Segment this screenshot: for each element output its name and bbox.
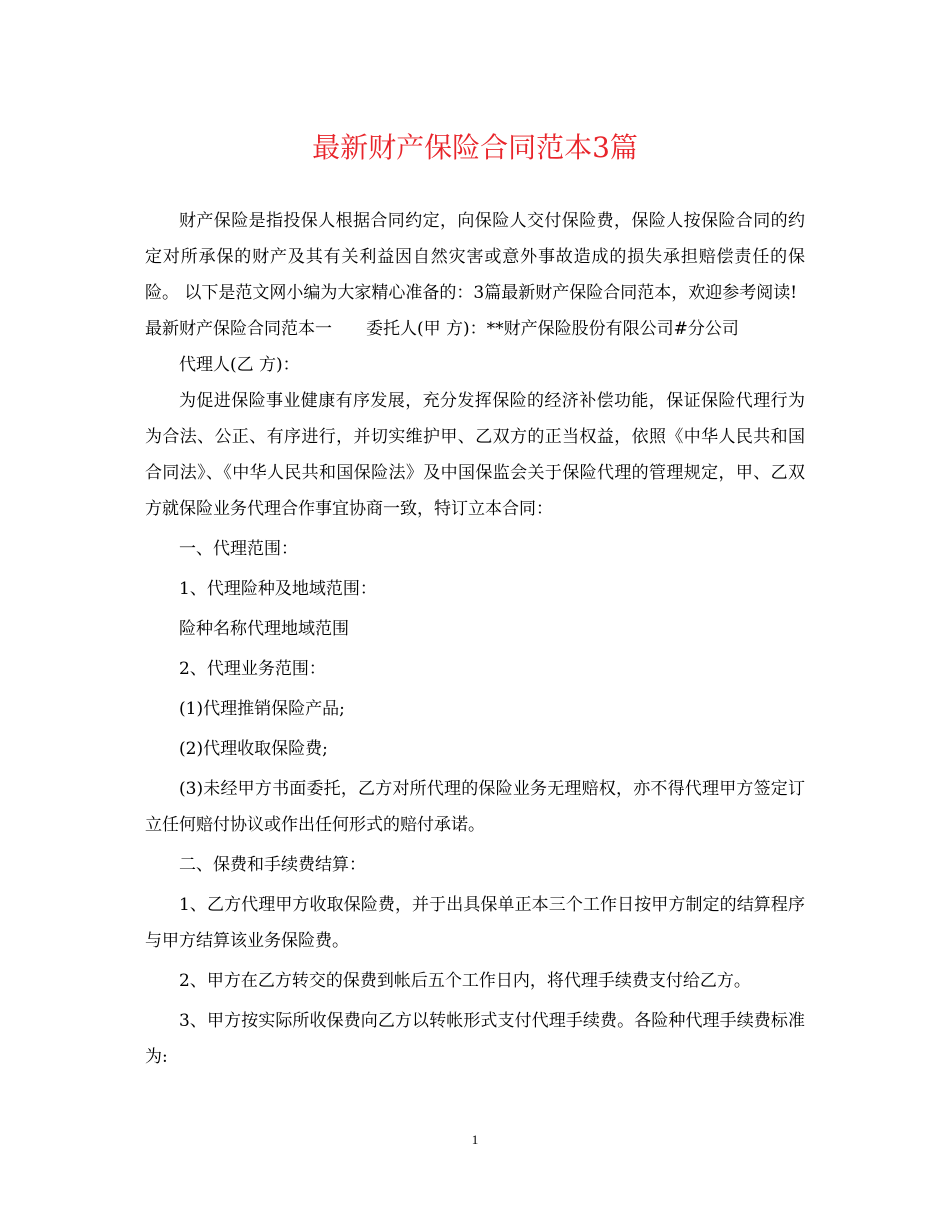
paragraph-intro: 财产保险是指投保人根据合同约定，向保险人交付保险费，保险人按保险合同的约定对所承保的财产及其有关利益因自然灾害或意外事故造成的损失承担赔偿责任的保险。 以下是范文网小编为大家精心准备的：3篇最新财产保险合同范本，欢迎参考阅读! [145,211,805,303]
paragraph-contract-one-header: 最新财产保险合同范本一 委托人(甲 方)：**财产保险股份有限公司#分公司 [145,319,739,339]
paragraph-settlement-3: 3、甲方按实际所收保费向乙方以转帐形式支付代理手续费。各险种代理手续费标准为: [145,1011,805,1067]
page-title: 最新财产保险合同范本3篇 [312,131,638,164]
paragraph-insurance-types: 1、代理险种及地域范围： [179,579,377,599]
paragraph-business-scope: 2、代理业务范围： [179,659,326,679]
paragraph-agent-party: 代理人(乙 方)： [179,355,300,375]
list-item-promote: (1)代理推销保险产品; [179,699,345,719]
paragraph-settlement-2: 2、甲方在乙方转交的保费到帐后五个工作日内，将代理手续费支付给乙方。 [179,971,751,991]
paragraph-preamble: 为促进保险事业健康有序发展，充分发挥保险的经济补偿功能，保证保险代理行为为合法、公正、有序进行，并切实维护甲、乙双方的正当权益，依照《中华人民共和国合同法》、《中华人民共和国保险法》及中国保监会关于保险代理的管理规定，甲、乙双方就保险业务代理合作事宜协商一致，特订立本合同： [145,391,805,519]
list-item-collect: (2)代理收取保险费; [179,739,328,759]
document-body [145,203,805,1075]
paragraph-settlement-1: 1、乙方代理甲方收取保险费，并于出具保单正本三个工作日按甲方制定的结算程序与甲方结算该业务保险费。 [145,895,805,951]
paragraph-type-region-label: 险种名称代理地域范围 [179,619,349,639]
section-heading-scope: 一、代理范围： [179,539,298,559]
page-number: 1 [471,1132,479,1147]
section-heading-settlement: 二、保费和手续费结算： [179,855,366,875]
list-item-no-claim-right: (3)未经甲方书面委托，乙方对所代理的保险业务无理赔权，亦不得代理甲方签定订立任何赔付协议或作出任何形式的赔付承诺。 [145,779,805,835]
